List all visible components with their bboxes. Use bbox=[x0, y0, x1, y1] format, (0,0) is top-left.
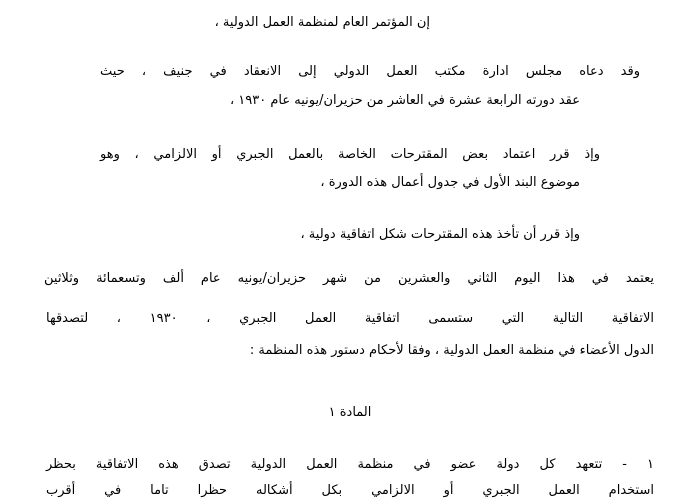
preamble-line-6: وإذ قرر أن تأخذ هذه المقترحات شكل اتفاقية دولية ، bbox=[300, 227, 580, 242]
adoption-line-1: يعتمد في هذا اليوم الثاني والعشرين من شهر حزيران/يونيه عام ألف وتسعمائة وثلاثين bbox=[44, 271, 654, 286]
adoption-line-2: الاتفاقية التالية التي ستسمى اتفاقية العمل الجبري ، ١٩٣٠ ، لتصدقها bbox=[46, 311, 655, 326]
preamble-line-5: موضوع البند الأول في جدول أعمال هذه الدورة ، bbox=[320, 175, 580, 190]
article-heading: المادة ١ bbox=[328, 405, 372, 420]
adoption-line-3: الدول الأعضاء في منظمة العمل الدولية ، وفقا لأحكام دستور هذه المنظمة : bbox=[249, 343, 654, 358]
preamble-line-1: إن المؤتمر العام لمنظمة العمل الدولية ، bbox=[214, 15, 430, 30]
preamble-line-3: عقد دورته الرابعة عشرة في العاشر من حزيران/يونيه عام ١٩٣٠ ، bbox=[229, 93, 580, 108]
preamble-line-4: وإذ قرر اعتماد بعض المقترحات الخاصة بالعمل الجبري أو الالزامي ، وهو bbox=[100, 147, 600, 162]
preamble-line-2: وقد دعاه مجلس ادارة مكتب العمل الدولي إلى الانعقاد في جنيف ، حيث bbox=[100, 64, 640, 79]
article-line-1: ١ - تتعهد كل دولة عضو في منظمة العمل الدولية تصدق هذه الاتفاقية بحظر bbox=[46, 457, 654, 472]
article-line-2: استخدام العمل الجبري أو الالزامي بكل أشكاله حظرا تاما في أقرب bbox=[46, 483, 654, 498]
